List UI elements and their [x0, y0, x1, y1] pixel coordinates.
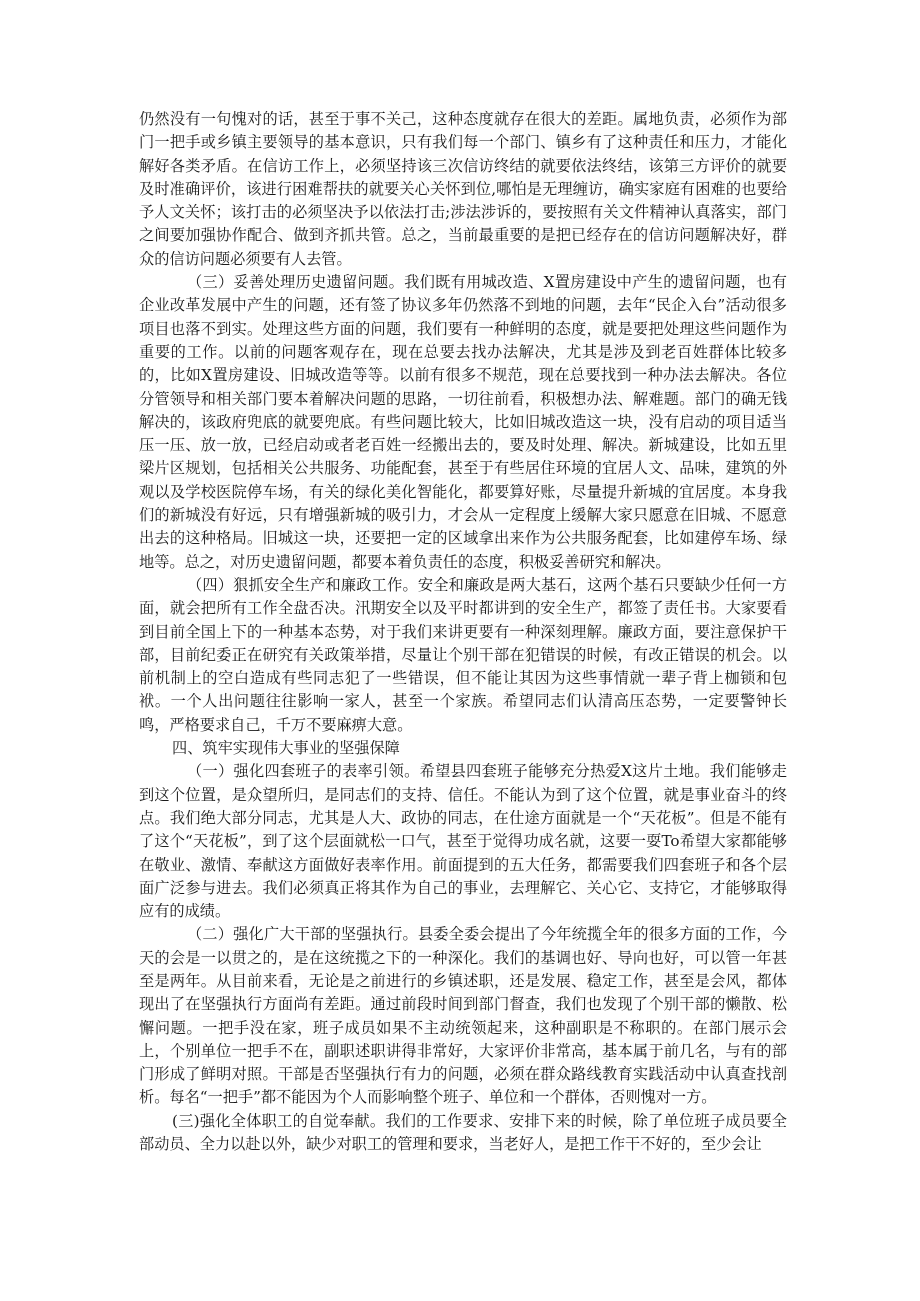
document-body	[139, 108, 787, 1156]
paragraph-historical-issues: （三）妥善处理历史遗留问题。我们既有用城改造、X置房建设中产生的遗留问题，也有企业改革发展中产生的问题，还有签了协议多年仍然落不到地的问题，去年“民企入台”活动很多项目也落不到实。处理这些方面的问题，我们要有一种鲜明的态度，就是要把处理这些问题作为重要的工作。以前的问题客观存在，现在总要去找办法解决，尤其是涉及到老百姓群体比较多的，比如X置房建设、旧城改造等等。以前有很多不规范，现在总要找到一种办法去解决。各位分管领导和相关部门要本着解决问题的思路，一切往前看，积极想办法、解难题。部门的确无钱解决的，该政府兜底的就要兜底。有些问题比较大，比如旧城改造这一块，没有启动的项目适当压一压、放一放，已经启动或者老百姓一经搬出去的，要及时处理、解决。新城建设，比如五里梁片区规划，包括相关公共服务、功能配套，甚至于有些居住环境的宜居人文、品味，建筑的外观以及学校医院停车场，有关的绿化美化智能化，都要算好账，尽量提升新城的宜居度。本身我们的新城没有好远，只有增强新城的吸引力，才会从一定程度上缓解大家只愿意在旧城、不愿意出去的这种格局。旧城这一块，还要把一定的区域拿出来作为公共服务配套，比如建停车场、绿地等。总之，对历史遗留问题，都要本着负责任的态度，积极妥善研究和解决。	[139, 273, 787, 571]
paragraph-safety-integrity: （四）狠抓安全生产和廉政工作。安全和廉政是两大基石，这两个基石只要缺少任何一方面，就会把所有工作全盘否决。汛期安全以及平时都讲到的安全生产，都签了责任书。大家要看到目前全国上下的一种基本态势，对于我们来讲更要有一种深刻理解。廉政方面，要注意保护干部，目前纪委正在研究有关政策举措，尽量让个别干部在犯错误的时候，有改正错误的机会。以前机制上的空白造成有些同志犯了一些错误，但不能让其因为这些事情就一辈子背上枷锁和包袱。一个人出问题往往影响一家人，甚至一个家族。希望同志们认清高压态势，一定要警钟长鸣，严格要求自己，千万不要麻痹大意。	[139, 575, 787, 734]
paragraph-petition-work: 仍然没有一句愧对的话，甚至于事不关己，这种态度就存在很大的差距。属地负责，必须作为部门一把手或乡镇主要领导的基本意识，只有我们每一个部门、镇乡有了这种责任和压力，才能化解好各类矛盾。在信访工作上，必须坚持该三次信访终结的就要依法终结，该第三方评价的就要及时准确评价，该进行困难帮扶的就要关心关怀到位,哪怕是无理缠访，确实家庭有困难的也要给予人文关怀；该打击的必须坚决予以依法打击;涉法涉诉的，要按照有关文件精神认真落实，部门之间要加强协作配合、做到齐抓共管。总之，当前最重要的是把已经存在的信访问题解决好，群众的信访问题必须要有人去管。	[139, 110, 787, 268]
paragraph-cadre-execution: （二）强化广大干部的坚强执行。县委全委会提出了今年统揽全年的很多方面的工作，今天的会是一以贯之的，是在这统揽之下的一种深化。我们的基调也好、导向也好，可以管一年甚至是两年。从目前来看，无论是之前进行的乡镇述职，还是发展、稳定工作，甚至是会风，都体现出了在坚强执行方面尚有差距。通过前段时间到部门督查，我们也发现了个别干部的懒散、松懈问题。一把手没在家，班子成员如果不主动统领起来，这种副职是不称职的。在部门展示会上，个别单位一把手不在，副职述职讲得非常好，大家评价非常高，基本属于前几名，与有的部门形成了鲜明对照。干部是否坚强执行有力的问题，必须在群众路线教育实践活动中认真查找剖析。每名“一把手”都不能因为个人而影响整个班子、单位和一个群体，否则愧对一方。	[139, 925, 787, 1107]
paragraph-staff-dedication: (三)强化全体职工的自觉奉献。我们的工作要求、安排下来的时候，除了单位班子成员要全部动员、全力以赴以外，缺少对职工的管理和要求，当老好人，是把工作干不好的，至少会让	[139, 1111, 787, 1154]
paragraph-leadership-example: （一）强化四套班子的表率引领。希望县四套班子能够充分热爱X这片土地。我们能够走到这个位置，是众望所归，是同志们的支持、信任。不能认为到了这个位置，就是事业奋斗的终点。我们绝大部分同志，尤其是人大、政协的同志，在仕途方面就是一个“天花板”。但是不能有了这个“天花板”，到了这个层面就松一口气，甚至于觉得功成名就，这要一耍To希望大家都能够在敬业、激情、奉献这方面做好表率作用。前面提到的五大任务，都需要我们四套班子和各个层面广泛参与进去。我们必须真正将其作为自己的事业，去理解它、关心它、支持它，才能够取得应有的成绩。	[139, 762, 787, 921]
section-heading-four: 四、筑牢实现伟大事业的坚强保障	[172, 739, 400, 758]
